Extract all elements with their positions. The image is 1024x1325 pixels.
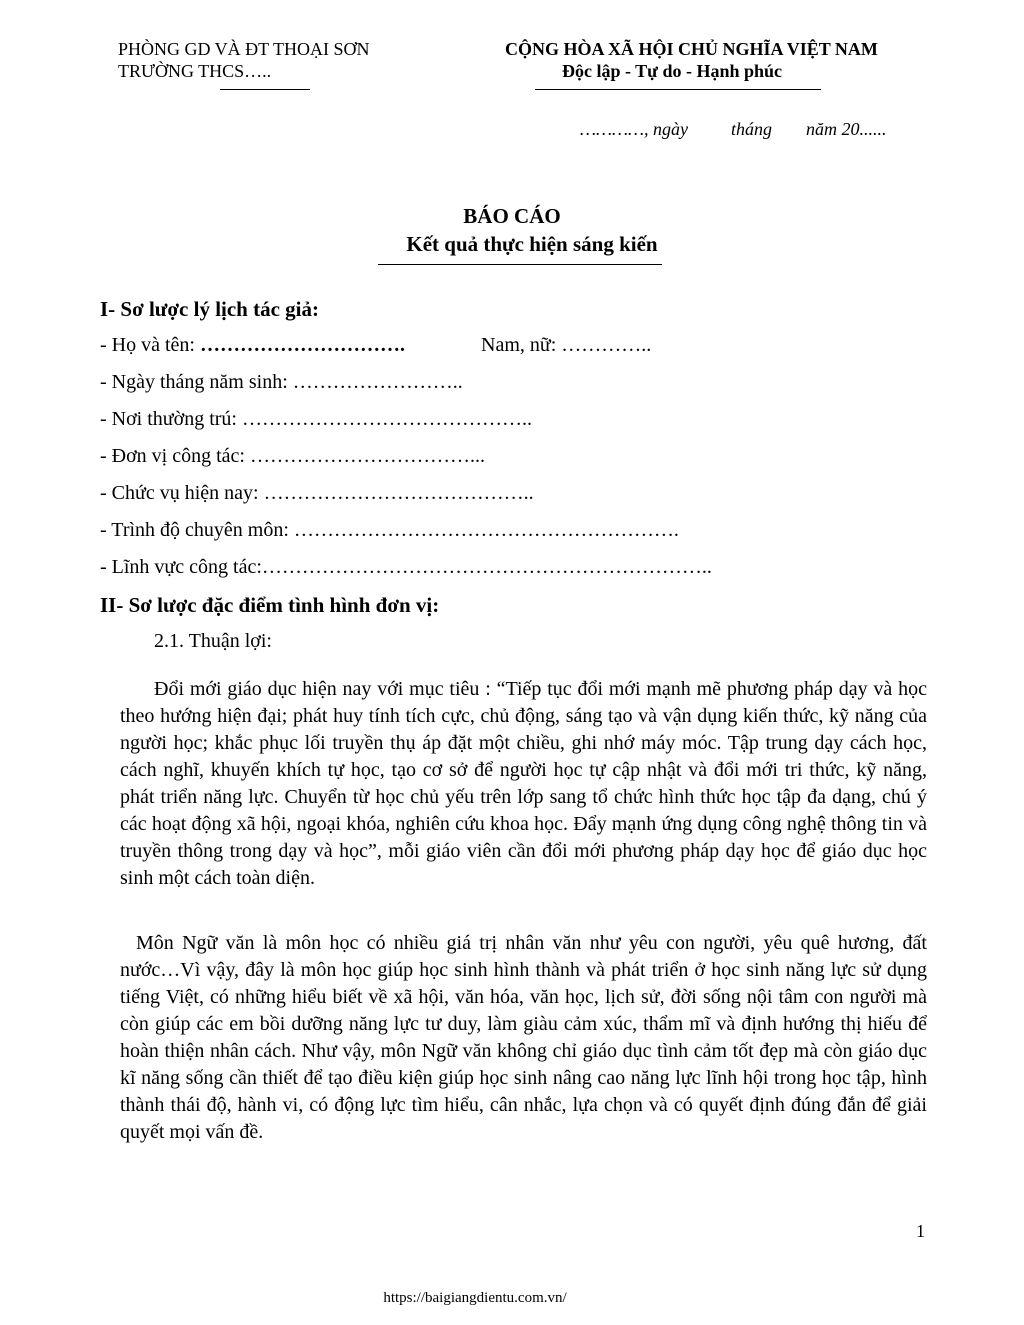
- body-paragraph-1: [120, 676, 927, 892]
- date-place: …………, ngày: [580, 119, 689, 139]
- work-field: - Lĩnh vực công tác:…………………………………………………………..: [100, 556, 712, 578]
- body-paragraph-2: [120, 930, 927, 1146]
- name-label: - Họ và tên:: [100, 334, 200, 356]
- paragraph-1-text: Đổi mới giáo dục hiện nay với mục tiêu : “Tiếp tục đổi mới mạnh mẽ phương pháp dạy và học theo hướng hiện đại; phát huy tính tích cực, chủ động, sáng tạo và vận dụng kiến thức, kỹ năng của người học; khắc phục lối truyền thụ áp đặt một chiều, ghi nhớ máy móc. Tập trung dạy cách học, cách nghĩ, khuyến khích tự học, tạo cơ sở để người học tự cập nhật và đổi mới tri thức, kỹ năng, phát triển năng lực. Chuyển từ học chủ yếu trên lớp sang tổ chức hình thức học tập đa dạng, chú ý các hoạt động xã hội, ngoại khóa, nghiên cứu khoa học. Đẩy mạnh ứng dụng công nghệ thông tin và truyền thông trong dạy và học”, mỗi giáo viên cần đổi mới phương pháp dạy học để giáo dục học sinh một cách toàn diện.: [120, 678, 927, 889]
- section-2-heading: II- Sơ lược đặc điểm tình hình đơn vị:: [100, 593, 440, 617]
- residence-field: - Nơi thường trú: ……………………………………..: [100, 408, 532, 430]
- school-name: TRƯỜNG THCS…..: [118, 61, 272, 81]
- title-underline: [378, 264, 662, 265]
- date-month: tháng: [731, 119, 773, 139]
- motto: Độc lập - Tự do - Hạnh phúc: [562, 61, 783, 81]
- page-number: 1: [916, 1221, 925, 1241]
- school-underline: [220, 89, 310, 90]
- motto-underline: [535, 89, 821, 90]
- paragraph-2-text: Môn Ngữ văn là môn học có nhiều giá trị nhân văn như yêu con người, yêu quê hương, đất nước…Vì vậy, đây là môn học giúp học sinh hình thành và phát triển ở học sinh năng lực sử dụng tiếng Việt, có những hiểu biết về xã hội, văn hóa, văn học, lịch sử, đời sống nội tâm con người mà còn giúp các em bồi dưỡng năng lực tư duy, làm giàu cảm xúc, thẩm mĩ và định hướng thị hiếu để hoàn thiện nhân cách. Như vậy, môn Ngữ văn không chỉ giáo dục tình cảm tốt đẹp mà còn giáo dục kĩ năng sống cần thiết để tạo điều kiện giúp học sinh nâng cao năng lực lĩnh hội trong học tập, hình thành thái độ, hành vi, có động lực tìm hiểu, cân nhắc, lựa chọn và có quyết định đúng đắn để giải quyết mọi vấn đề.: [120, 932, 927, 1143]
- date-year: năm 20......: [806, 119, 887, 139]
- source-url[interactable]: https://baigiangdientu.com.vn/: [383, 1290, 567, 1306]
- dob-field: - Ngày tháng năm sinh: ……………………..: [100, 371, 463, 393]
- nation-name: CỘNG HÒA XÃ HỘI CHỦ NGHĨA VIỆT NAM: [505, 39, 878, 59]
- workplace-field: - Đơn vị công tác: ……………………………...: [100, 445, 485, 467]
- report-subtitle: Kết quả thực hiện sáng kiến: [406, 232, 658, 256]
- position-field: - Chức vụ hiện nay: …………………………………..: [100, 482, 534, 504]
- section-1-heading: I- Sơ lược lý lịch tác giả:: [100, 297, 320, 321]
- name-field: [100, 334, 405, 357]
- department-name: PHÒNG GD VÀ ĐT THOẠI SƠN: [118, 39, 370, 59]
- qualification-field: - Trình độ chuyên môn: ………………………………………………….: [100, 519, 679, 541]
- report-title: BÁO CÁO: [463, 204, 561, 228]
- name-dots: ………………………….: [199, 334, 405, 356]
- section-2-1-heading: 2.1. Thuận lợi:: [154, 630, 272, 652]
- gender-field: Nam, nữ: …………..: [481, 334, 652, 356]
